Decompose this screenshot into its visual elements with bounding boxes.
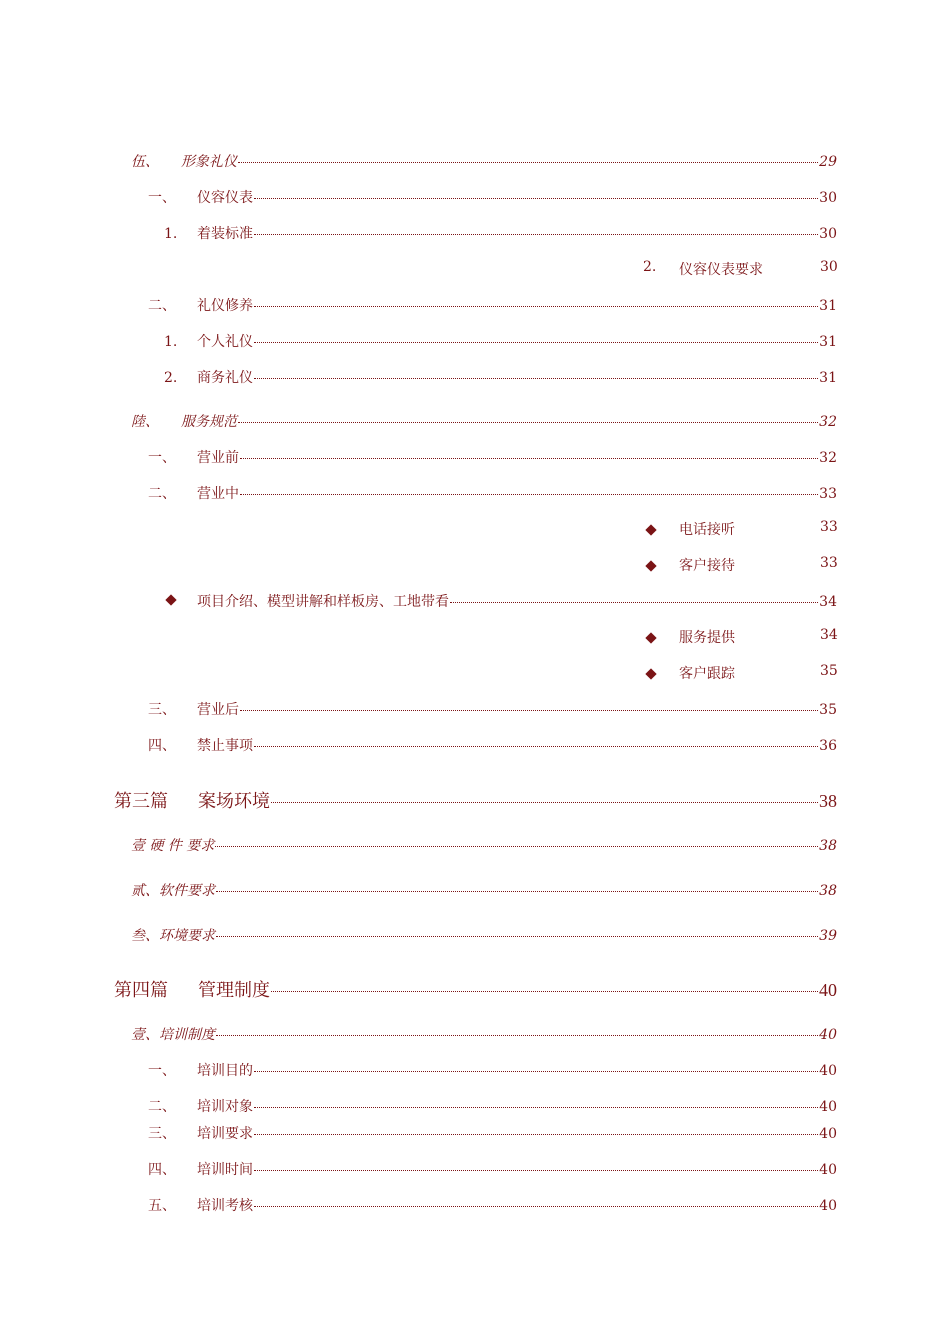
dot-leader xyxy=(450,589,818,603)
toc-entry-title: 禁止事项 xyxy=(197,738,253,754)
diamond-bullet-icon xyxy=(647,668,655,684)
toc-entry-page: 33 xyxy=(820,555,838,571)
dot-leader xyxy=(254,365,818,379)
toc-entry-page: 38 xyxy=(819,838,837,854)
dot-leader xyxy=(254,1193,818,1207)
dot-leader xyxy=(271,785,818,802)
toc-entry-title: 项目介绍、模型讲解和样板房、工地带看 xyxy=(197,594,449,610)
toc-entry[interactable] xyxy=(148,1096,837,1116)
toc-entry-title: 营业中 xyxy=(197,486,239,502)
toc-entry-title: 培训目的 xyxy=(197,1063,253,1079)
toc-entry[interactable] xyxy=(148,1159,837,1179)
toc-entry-number: 三、 xyxy=(148,702,176,718)
toc-entry[interactable] xyxy=(148,187,837,207)
toc-entry-number: 伍、 xyxy=(131,154,159,170)
toc-entry-title: 商务礼仪 xyxy=(197,370,253,386)
toc-entry-number: 五、 xyxy=(148,1198,176,1214)
toc-entry-page: 29 xyxy=(819,154,837,170)
toc-entry-title[interactable]: 仪容仪表要求 xyxy=(679,262,763,278)
toc-entry-title: 培训要求 xyxy=(197,1126,253,1142)
toc-entry-title: 管理制度 xyxy=(198,980,270,1000)
toc-entry-title: 壹、培训制度 xyxy=(131,1027,215,1043)
toc-entry-title: 着装标准 xyxy=(197,226,253,242)
toc-entry[interactable] xyxy=(148,1123,837,1143)
toc-entry-title: 个人礼仪 xyxy=(197,334,253,350)
dot-leader xyxy=(254,1157,818,1171)
toc-entry[interactable] xyxy=(131,925,837,945)
toc-entry-page: 35 xyxy=(820,663,838,679)
dot-leader xyxy=(254,1058,818,1072)
toc-entry-title: 培训时间 xyxy=(197,1162,253,1178)
toc-entry-number: 四、 xyxy=(148,738,176,754)
toc-entry[interactable] xyxy=(131,411,837,431)
toc-entry-title: 形象礼仪 xyxy=(181,154,237,170)
dot-leader xyxy=(271,974,818,991)
toc-entry-page: 34 xyxy=(819,594,837,610)
toc-entry[interactable] xyxy=(131,151,837,171)
diamond-bullet-icon xyxy=(647,560,655,576)
toc-entry-page: 32 xyxy=(819,450,837,466)
toc-entry-page: 40 xyxy=(819,1126,837,1142)
toc-entry[interactable] xyxy=(164,223,837,243)
toc-entry-number: 一、 xyxy=(148,450,176,466)
toc-entry-number: 2. xyxy=(164,370,178,386)
toc-entry-page: 40 xyxy=(819,980,837,1000)
toc-entry[interactable] xyxy=(148,735,837,755)
toc-entry-page: 31 xyxy=(819,334,837,350)
toc-entry-page: 40 xyxy=(819,1063,837,1079)
toc-entry-title: 案场环境 xyxy=(198,791,270,811)
toc-entry-title[interactable]: 客户跟踪 xyxy=(679,666,735,682)
toc-entry-number: 陸、 xyxy=(131,414,159,430)
dot-leader xyxy=(254,185,818,199)
diamond-bullet-icon xyxy=(167,594,197,610)
toc-entry-number: 第三篇 xyxy=(114,791,168,811)
toc-entry[interactable] xyxy=(131,1024,837,1044)
toc-entry-number: 二、 xyxy=(148,1099,176,1115)
toc-entry-page: 31 xyxy=(819,298,837,314)
toc-entry-number: 三、 xyxy=(148,1126,176,1142)
toc-entry-number: 1. xyxy=(164,226,178,242)
toc-entry-title: 营业前 xyxy=(197,450,239,466)
dot-leader xyxy=(254,1094,818,1108)
dot-leader xyxy=(216,923,818,937)
toc-entry-number: 二、 xyxy=(148,486,176,502)
toc-entry-number: 2. xyxy=(643,259,657,275)
toc-entry[interactable] xyxy=(148,1060,837,1080)
toc-entry-title[interactable]: 客户接待 xyxy=(679,558,735,574)
dot-leader xyxy=(240,445,818,459)
toc-entry-page: 30 xyxy=(820,259,838,275)
toc-entry-number: 第四篇 xyxy=(114,980,168,1000)
toc-entry-title: 叁、环境要求 xyxy=(131,928,215,944)
toc-entry-page: 33 xyxy=(820,519,838,535)
toc-entry-page: 40 xyxy=(819,1162,837,1178)
dot-leader xyxy=(238,409,818,423)
diamond-bullet-icon xyxy=(647,524,655,540)
toc-entry[interactable] xyxy=(148,699,837,719)
toc-entry-page: 38 xyxy=(819,883,837,899)
toc-entry-title[interactable]: 服务提供 xyxy=(679,630,735,646)
toc-entry-page: 34 xyxy=(820,627,838,643)
toc-entry-page: 36 xyxy=(819,738,837,754)
toc-entry[interactable] xyxy=(167,591,837,611)
toc-entry-page: 38 xyxy=(819,791,837,811)
toc-entry-page: 35 xyxy=(819,702,837,718)
toc-entry[interactable] xyxy=(164,367,837,387)
toc-entry[interactable] xyxy=(131,835,837,855)
dot-leader xyxy=(254,221,818,235)
toc-entry-title: 服务规范 xyxy=(181,414,237,430)
toc-entry-page: 30 xyxy=(819,226,837,242)
dot-leader xyxy=(254,293,818,307)
toc-part-entry[interactable] xyxy=(114,787,837,813)
toc-entry-title: 营业后 xyxy=(197,702,239,718)
toc-entry-page: 40 xyxy=(819,1099,837,1115)
toc-entry-title: 培训对象 xyxy=(197,1099,253,1115)
dot-leader xyxy=(254,733,818,747)
dot-leader xyxy=(216,878,818,892)
toc-entry[interactable] xyxy=(148,1195,837,1215)
toc-entry-page: 33 xyxy=(819,486,837,502)
toc-entry[interactable] xyxy=(148,447,837,467)
dot-leader xyxy=(216,1022,818,1036)
toc-entry-page: 32 xyxy=(819,414,837,430)
toc-entry-title[interactable]: 电话接听 xyxy=(679,522,735,538)
toc-entry-page: 31 xyxy=(819,370,837,386)
toc-entry[interactable] xyxy=(148,483,837,503)
toc-entry-title: 壹 硬 件 要求 xyxy=(131,838,215,854)
dot-leader xyxy=(238,149,818,163)
dot-leader xyxy=(254,1121,818,1135)
dot-leader xyxy=(215,833,818,847)
toc-entry[interactable] xyxy=(148,295,837,315)
toc-entry-title: 培训考核 xyxy=(197,1198,253,1214)
toc-entry-page: 40 xyxy=(819,1198,837,1214)
toc-part-entry[interactable] xyxy=(114,976,837,1002)
toc-entry-number: 1. xyxy=(164,334,178,350)
toc-entry-title: 贰、软件要求 xyxy=(131,883,215,899)
toc-entry-number: 一、 xyxy=(148,1063,176,1079)
toc-entry-title: 仪容仪表 xyxy=(197,190,253,206)
toc-entry[interactable] xyxy=(164,331,837,351)
toc-entry-page: 39 xyxy=(819,928,837,944)
toc-entry-number: 二、 xyxy=(148,298,176,314)
diamond-bullet-icon xyxy=(647,632,655,648)
toc-entry-page: 40 xyxy=(819,1027,837,1043)
toc-entry-title: 礼仪修养 xyxy=(197,298,253,314)
toc-entry-number: 一、 xyxy=(148,190,176,206)
dot-leader xyxy=(240,481,818,495)
dot-leader xyxy=(254,329,818,343)
toc-entry-number: 四、 xyxy=(148,1162,176,1178)
toc-entry-page: 30 xyxy=(819,190,837,206)
toc-entry[interactable] xyxy=(131,880,837,900)
dot-leader xyxy=(240,697,818,711)
